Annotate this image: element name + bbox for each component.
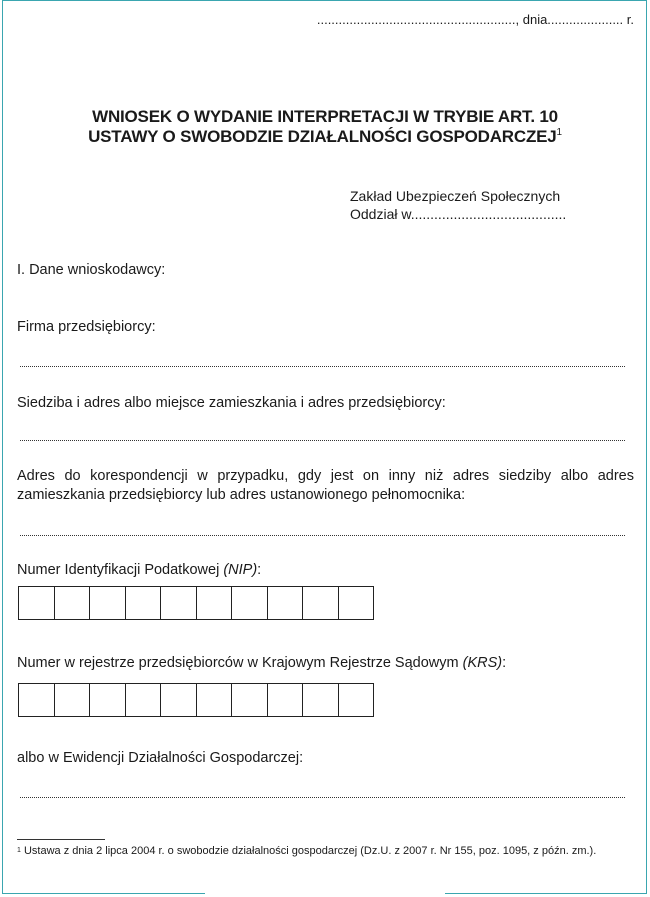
nip-digit-box[interactable] (339, 587, 374, 619)
krs-digit-box[interactable] (303, 684, 339, 716)
document-title (0, 107, 650, 147)
nip-label-text: Numer Identyfikacji Podatkowej (17, 562, 224, 578)
krs-digit-box[interactable] (19, 684, 55, 716)
footnote-text: Ustawa z dnia 2 lipca 2004 r. o swobodzie działalności gospodarczej (Dz.U. z 2007 r. Nr 155, poz. 1095, z późn. zm.). (20, 845, 597, 857)
nip-digit-box[interactable] (19, 587, 55, 619)
nip-digit-box[interactable] (126, 587, 162, 619)
page-border-gap (205, 891, 445, 897)
krs-label-text: Numer w rejestrze przedsiębiorców w Krajowym Rejestrze Sądowym (17, 655, 463, 671)
nip-digit-box[interactable] (90, 587, 126, 619)
correspondence-label: Adres do korespondencji w przypadku, gdy jest on inny niż adres siedziby albo adres zamieszkania przedsiębiorcy lub adres ustanowionego pełnomocnika: (17, 468, 634, 503)
krs-digit-box[interactable] (268, 684, 304, 716)
addressee-branch[interactable]: Oddział w........................................ (350, 206, 567, 222)
title-line-2-text: USTAWY O SWOBODZIE DZIAŁALNOŚCI GOSPODARCZEJ (88, 127, 557, 146)
place-date-line[interactable]: ......................................................., dnia..................... r. (316, 12, 634, 27)
krs-input-boxes[interactable] (18, 683, 374, 717)
section-heading-applicant: I. Dane wnioskodawcy: (17, 262, 166, 278)
krs-digit-box[interactable] (90, 684, 126, 716)
footnote-separator (17, 839, 105, 840)
krs-label (17, 655, 506, 671)
title-footnote-mark: 1 (556, 127, 562, 138)
firm-label: Firma przedsiębiorcy: (17, 319, 156, 335)
nip-abbr: (NIP) (223, 562, 258, 578)
footnote (17, 843, 632, 859)
correspondence-input-line[interactable] (20, 535, 625, 536)
ceidg-label: albo w Ewidencji Działalności Gospodarczej: (17, 750, 304, 766)
nip-digit-box[interactable] (55, 587, 91, 619)
nip-input-boxes[interactable] (18, 586, 374, 620)
seat-input-line[interactable] (20, 440, 625, 441)
addressee-institution: Zakład Ubezpieczeń Społecznych (350, 188, 561, 204)
nip-digit-box[interactable] (232, 587, 268, 619)
nip-digit-box[interactable] (161, 587, 197, 619)
seat-label: Siedziba i adres albo miejsce zamieszkania i adres przedsiębiorcy: (17, 395, 446, 411)
nip-label (17, 562, 261, 578)
krs-digit-box[interactable] (197, 684, 233, 716)
krs-digit-box[interactable] (339, 684, 374, 716)
krs-colon: : (502, 655, 507, 671)
firm-input-line[interactable] (20, 366, 625, 367)
title-line-1: WNIOSEK O WYDANIE INTERPRETACJI W TRYBIE ART. 10 (92, 107, 558, 126)
footnote-text-block (17, 843, 632, 859)
krs-abbr: (KRS) (462, 655, 503, 671)
addressee-block (350, 187, 566, 223)
nip-colon: : (257, 562, 262, 578)
nip-digit-box[interactable] (197, 587, 233, 619)
krs-digit-box[interactable] (161, 684, 197, 716)
krs-digit-box[interactable] (232, 684, 268, 716)
ceidg-input-line[interactable] (20, 797, 625, 798)
krs-digit-box[interactable] (55, 684, 91, 716)
nip-digit-box[interactable] (303, 587, 339, 619)
nip-digit-box[interactable] (268, 587, 304, 619)
footnote-mark: 1 (17, 847, 21, 854)
title-line-2 (0, 127, 650, 147)
krs-digit-box[interactable] (126, 684, 162, 716)
